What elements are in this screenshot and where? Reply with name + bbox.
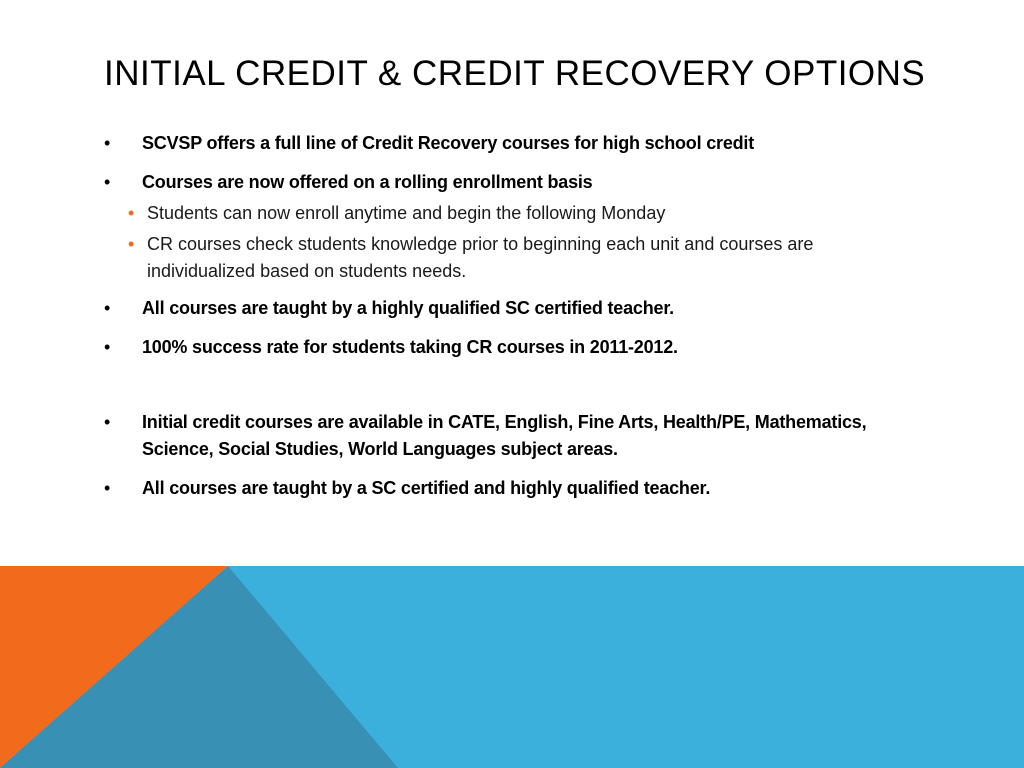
slide-content [104, 130, 924, 514]
bullet-text: Initial credit courses are available in CATE, English, Fine Arts, Health/PE, Mathematics, Science, Social Studies, World Languages subject areas. [142, 412, 867, 459]
bullet-dot-icon: • [104, 478, 111, 498]
sub-bullet-dot-icon: • [128, 203, 135, 223]
spacer [104, 373, 924, 409]
bullet-item [104, 130, 924, 157]
bullet-text: SCVSP offers a full line of Credit Recovery courses for high school credit [142, 133, 755, 153]
bullet-dot-icon: • [104, 412, 111, 432]
bullet-dot-icon: • [104, 298, 111, 318]
bullet-item [104, 334, 924, 361]
bullet-dot-icon: • [104, 172, 111, 192]
bullet-text: Courses are now offered on a rolling enrollment basis [142, 172, 593, 192]
sub-bullet-item [128, 200, 924, 227]
footer-decoration [0, 566, 1024, 768]
bullet-text: All courses are taught by a highly qualified SC certified teacher. [142, 298, 674, 318]
bullet-text: 100% success rate for students taking CR courses in 2011-2012. [142, 337, 678, 357]
bullet-item [104, 169, 924, 196]
bullet-item [104, 409, 924, 463]
bullet-dot-icon: • [104, 133, 111, 153]
bullet-item [104, 475, 924, 502]
sub-bullet-text: Students can now enroll anytime and begin the following Monday [147, 203, 666, 223]
sub-bullet-list [128, 200, 924, 285]
bullet-dot-icon: • [104, 337, 111, 357]
sub-bullet-text: CR courses check students knowledge prior to beginning each unit and courses are individualized based on students needs. [147, 234, 814, 281]
bullet-text: All courses are taught by a SC certified and highly qualified teacher. [142, 478, 711, 498]
bullet-item [104, 295, 924, 322]
sub-bullet-item [128, 231, 924, 285]
slide-title: INITIAL CREDIT & CREDIT RECOVERY OPTIONS [104, 54, 926, 93]
sub-bullet-dot-icon: • [128, 234, 135, 254]
